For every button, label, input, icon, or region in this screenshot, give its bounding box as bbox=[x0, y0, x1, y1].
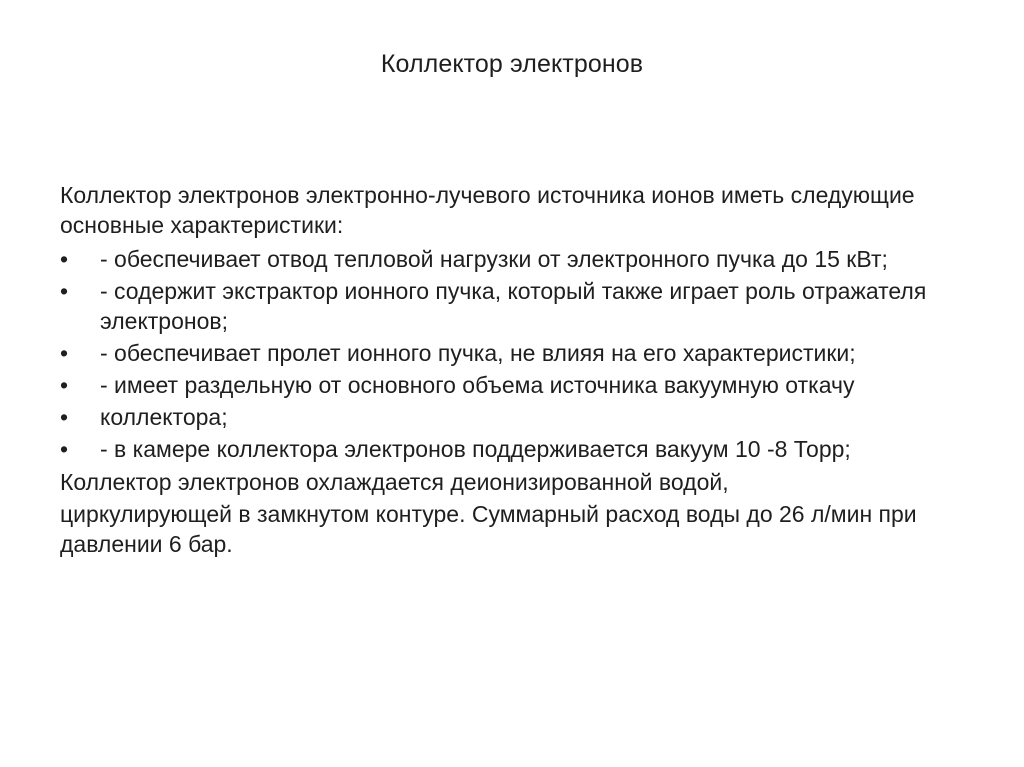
bullet-dot-icon: • bbox=[60, 246, 69, 272]
bullet-dot-icon: • bbox=[60, 372, 69, 398]
bullet-item bbox=[60, 434, 960, 464]
bullet-item bbox=[60, 402, 960, 432]
slide-title: Коллектор электронов bbox=[380, 50, 644, 78]
outro-paragraph-2: циркулирующей в замкнутом контуре. Суммарный расход воды до 26 л/мин при давлении 6 бар. bbox=[60, 501, 917, 557]
slide-body bbox=[60, 180, 960, 559]
bullet-text: - имеет раздельную от основного объема источника вакуумную откачу bbox=[100, 372, 855, 398]
bullet-dot-icon: • bbox=[60, 404, 69, 430]
bullet-dot-icon: • bbox=[60, 340, 69, 366]
bullet-item bbox=[60, 244, 960, 274]
bullet-dot-icon: • bbox=[60, 436, 69, 462]
bullet-text: - содержит экстрактор ионного пучка, который также играет роль отражателя электронов; bbox=[100, 278, 927, 334]
bullet-text: - в камере коллектора электронов поддерживается вакуум 10 -8 Торр; bbox=[100, 436, 851, 462]
outro-paragraph-1: Коллектор электронов охлаждается деионизированной водой, bbox=[60, 469, 729, 495]
bullet-item bbox=[60, 370, 960, 400]
bullet-item bbox=[60, 338, 960, 368]
bullet-dot-icon: • bbox=[60, 278, 69, 304]
bullet-text: - обеспечивает отвод тепловой нагрузки от электронного пучка до 15 кВт; bbox=[100, 246, 888, 272]
bullet-text: коллектора; bbox=[100, 404, 228, 430]
intro-paragraph: Коллектор электронов электронно-лучевого источника ионов иметь следующие основные характеристики: bbox=[60, 182, 915, 238]
bullet-list bbox=[60, 244, 960, 464]
bullet-item bbox=[60, 276, 960, 336]
bullet-text: - обеспечивает пролет ионного пучка, не влияя на его характеристики; bbox=[100, 340, 856, 366]
